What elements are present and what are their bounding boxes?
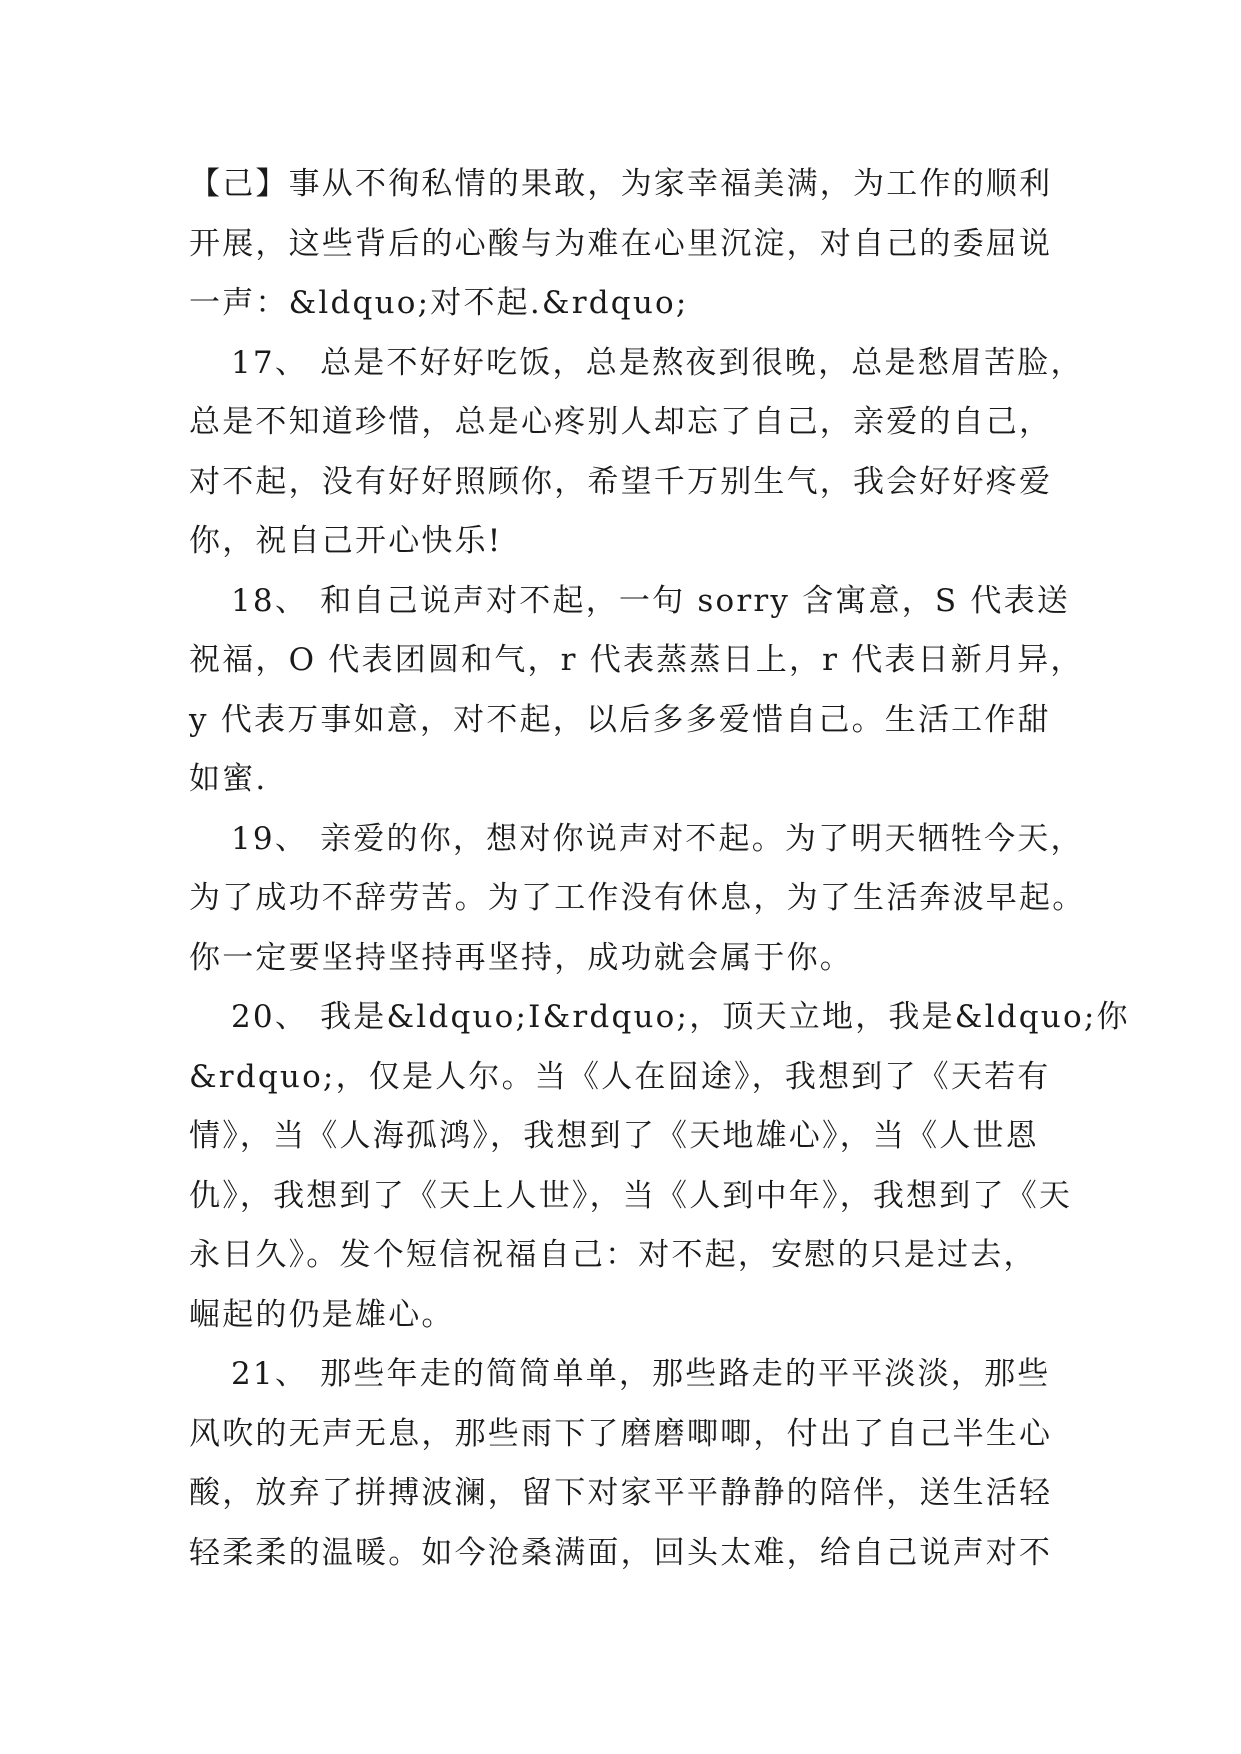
body-text bbox=[189, 155, 1130, 1583]
text-line: 【己】事从不徇私情的果敢，为家幸福美满，为工作的顺利 bbox=[189, 166, 1053, 202]
paragraph-18 bbox=[189, 572, 1084, 810]
text-line: &rdquo;，仅是人尔。当《人在囧途》，我想到了《天若有 bbox=[189, 1058, 1051, 1095]
text-line: 总是不知道珍惜，总是心疼别人却忘了自己，亲爱的自己， bbox=[189, 404, 1053, 440]
text-line: 19、 亲爱的你，想对你说声对不起。为了明天牺牲今天， bbox=[231, 820, 1084, 857]
text-line: 17、 总是不好好吃饭，总是熬夜到很晚，总是愁眉苦脸， bbox=[231, 344, 1084, 381]
text-line: 永日久》。发个短信祝福自己：对不起，安慰的只是过去， bbox=[189, 1237, 1037, 1273]
text-line: 仇》，我想到了《天上人世》，当《人到中年》，我想到了《天 bbox=[189, 1177, 1073, 1214]
text-line: 祝福，O 代表团圆和气，r 代表蒸蒸日上，r 代表日新月异， bbox=[189, 642, 1084, 678]
paragraph-17 bbox=[189, 334, 1084, 572]
paragraph-19 bbox=[189, 810, 1086, 989]
paragraph-20 bbox=[189, 988, 1130, 1345]
text-line: 风吹的无声无息，那些雨下了磨磨唧唧，付出了自己半生心 bbox=[189, 1415, 1053, 1452]
text-line: 崛起的仍是雄心。 bbox=[189, 1296, 455, 1333]
text-line: 20、 我是&ldquo;I&rdquo;，顶天立地，我是&ldquo;你 bbox=[231, 999, 1130, 1035]
text-line: 18、 和自己说声对不起，一句 sorry 含寓意，S 代表送 bbox=[231, 582, 1071, 619]
text-line: 你，祝自己开心快乐! bbox=[189, 523, 503, 559]
text-line: 为了成功不辞劳苦。为了工作没有休息，为了生活奔波早起。 bbox=[189, 880, 1086, 916]
text-line: 你一定要坚持坚持再坚持，成功就会属于你。 bbox=[189, 939, 853, 976]
text-line: 情》，当《人海孤鸿》，我想到了《天地雄心》，当《人世恩 bbox=[189, 1118, 1039, 1154]
text-line: y 代表万事如意，对不起，以后多多爱惜自己。生活工作甜 bbox=[189, 701, 1051, 738]
paragraph-continued bbox=[189, 155, 1059, 334]
text-line: 一声：&ldquo;对不起.&rdquo; bbox=[189, 285, 689, 321]
text-line: 21、 那些年走的简简单单，那些路走的平平淡淡，那些 bbox=[231, 1356, 1051, 1392]
text-line: 如蜜. bbox=[189, 761, 268, 797]
text-line: 对不起，没有好好照顾你，希望千万别生气，我会好好疼爱 bbox=[189, 463, 1053, 500]
text-line: 酸，放弃了拼搏波澜，留下对家平平静静的陪伴，送生活轻 bbox=[189, 1475, 1053, 1511]
paragraph-21 bbox=[189, 1345, 1059, 1583]
text-line: 轻柔柔的温暖。如今沧桑满面，回头太难，给自己说声对不 bbox=[189, 1534, 1053, 1571]
text-line: 开展，这些背后的心酸与为难在心里沉淀，对自己的委屈说 bbox=[189, 225, 1053, 262]
